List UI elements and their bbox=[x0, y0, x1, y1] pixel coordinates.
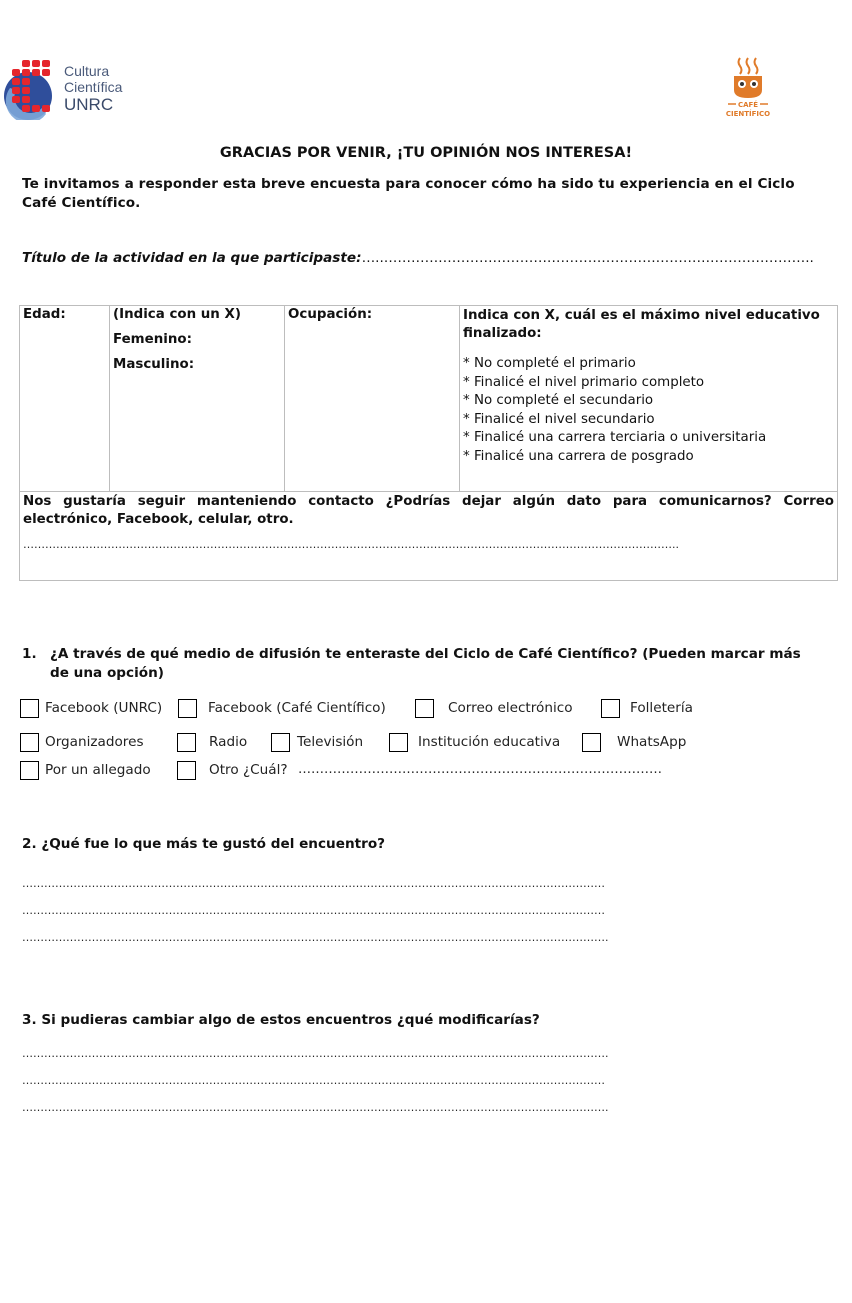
answer-line[interactable]: …………………………………………………………………………………………………………………………………………… bbox=[22, 877, 605, 890]
gender-header: (Indica con un X) bbox=[113, 307, 241, 322]
answer-line[interactable]: ……………………………………………………………………………………………………………………………………………. bbox=[22, 931, 609, 944]
female-label: Femenino: bbox=[113, 332, 192, 347]
logo-text-cafe: CAFÉ bbox=[737, 101, 759, 109]
checkbox-facebook-cafe[interactable] bbox=[178, 699, 197, 718]
occupation-label: Ocupación: bbox=[288, 307, 373, 322]
activity-title-dots: …..………………………………………………………………………………….. bbox=[361, 250, 814, 266]
option-label: Correo electrónico bbox=[448, 700, 573, 716]
cafe-cientifico-logo bbox=[718, 56, 778, 122]
checkbox-organizadores[interactable] bbox=[20, 733, 39, 752]
checkbox-email[interactable] bbox=[415, 699, 434, 718]
option-label: Institución educativa bbox=[418, 734, 561, 750]
question-2-answer-lines[interactable] bbox=[22, 870, 609, 951]
option-label: Televisión bbox=[297, 734, 364, 750]
contact-dots: …………………………………………………………………………………………………………………………………………………………….. bbox=[23, 538, 679, 551]
cultura-cientifica-logo bbox=[2, 58, 132, 120]
male-label: Masculino: bbox=[113, 357, 195, 372]
answer-line[interactable]: …………………………………………………………………………………………………………………………………………… bbox=[22, 1074, 605, 1087]
education-option[interactable]: * No completé el secundario bbox=[463, 393, 654, 409]
option-label: Radio bbox=[209, 734, 248, 750]
question-3-answer-lines[interactable] bbox=[22, 1040, 609, 1121]
option-label: Otro ¿Cuál? bbox=[209, 762, 288, 778]
age-cell[interactable] bbox=[20, 306, 110, 492]
activity-title-label: Título de la actividad en la que participaste: bbox=[22, 250, 362, 266]
question-1 bbox=[22, 645, 812, 683]
option-label: Facebook (Café Científico) bbox=[208, 700, 386, 716]
question-3-text: 3. Si pudieras cambiar algo de estos encuentros ¿qué modificarías? bbox=[22, 1012, 540, 1028]
checkbox-whatsapp[interactable] bbox=[582, 733, 601, 752]
education-option[interactable]: * Finalicé una carrera terciaria o universitaria bbox=[463, 430, 767, 446]
contact-cell[interactable] bbox=[20, 492, 838, 581]
checkbox-facebook-unrc[interactable] bbox=[20, 699, 39, 718]
page-title: GRACIAS POR VENIR, ¡TU OPINIÓN NOS INTERESA! bbox=[219, 145, 633, 161]
checkbox-folleteria[interactable] bbox=[601, 699, 620, 718]
logo-text-cultura: Cultura bbox=[64, 63, 110, 79]
question-1-text: ¿A través de qué medio de difusión te enteraste del Ciclo de Café Científico? (Pueden marcar más de una opción) bbox=[50, 646, 801, 681]
contact-text-line1: Nos gustaría seguir manteniendo contacto ¿Podrías dejar algún dato para comunicarnos? Correo bbox=[23, 494, 834, 509]
coffee-cup-icon bbox=[718, 56, 778, 122]
checkbox-television[interactable] bbox=[271, 733, 290, 752]
answer-line[interactable]: …………………………………………………………………………………………………………………………………………… bbox=[22, 904, 605, 917]
question-1-number: 1. bbox=[22, 646, 37, 662]
contact-text-line2: electrónico, Facebook, celular, otro. bbox=[23, 512, 294, 527]
activity-title-field[interactable] bbox=[22, 250, 814, 266]
checkbox-otro[interactable] bbox=[177, 761, 196, 780]
option-label: Facebook (UNRC) bbox=[45, 700, 163, 716]
education-option[interactable]: * Finalicé el nivel primario completo bbox=[463, 374, 705, 390]
personal-info-table bbox=[19, 305, 838, 581]
gender-cell[interactable] bbox=[110, 306, 285, 492]
option-label: Folletería bbox=[630, 700, 693, 716]
education-option[interactable]: * Finalicé una carrera de posgrado bbox=[463, 448, 694, 464]
answer-line[interactable]: ……………………………………………………………………………………………………………………………………………. bbox=[22, 1101, 609, 1114]
cultura-cientifica-emblem-icon bbox=[2, 58, 62, 120]
logo-text-cientifico: CIENTÍFICO bbox=[725, 110, 771, 118]
other-dots[interactable]: ………………………………………………………………………… bbox=[298, 762, 662, 777]
checkbox-radio[interactable] bbox=[177, 733, 196, 752]
education-option[interactable]: * Finalicé el nivel secundario bbox=[463, 411, 655, 427]
education-header: Indica con X, cuál es el máximo nivel educativo finalizado: bbox=[463, 308, 820, 341]
checkbox-allegado[interactable] bbox=[20, 761, 39, 780]
option-label: Organizadores bbox=[45, 734, 144, 750]
logo-text-unrc: UNRC bbox=[64, 95, 114, 114]
occupation-cell[interactable] bbox=[285, 306, 460, 492]
logo-text-cientifica: Científica bbox=[64, 79, 123, 95]
option-label: Por un allegado bbox=[45, 762, 151, 778]
education-cell[interactable] bbox=[460, 306, 838, 492]
question-2-text: 2. ¿Qué fue lo que más te gustó del encuentro? bbox=[22, 836, 386, 852]
option-label: WhatsApp bbox=[617, 734, 687, 750]
education-option[interactable]: * No completé el primario bbox=[463, 356, 636, 371]
checkbox-institucion[interactable] bbox=[389, 733, 408, 752]
age-label: Edad: bbox=[23, 307, 66, 322]
answer-line[interactable]: ……………………………………………………………………………………………………………………………………………. bbox=[22, 1047, 609, 1060]
intro-text: Te invitamos a responder esta breve encuesta para conocer cómo ha sido tu experiencia en el Ciclo Café Científico. bbox=[22, 176, 795, 211]
